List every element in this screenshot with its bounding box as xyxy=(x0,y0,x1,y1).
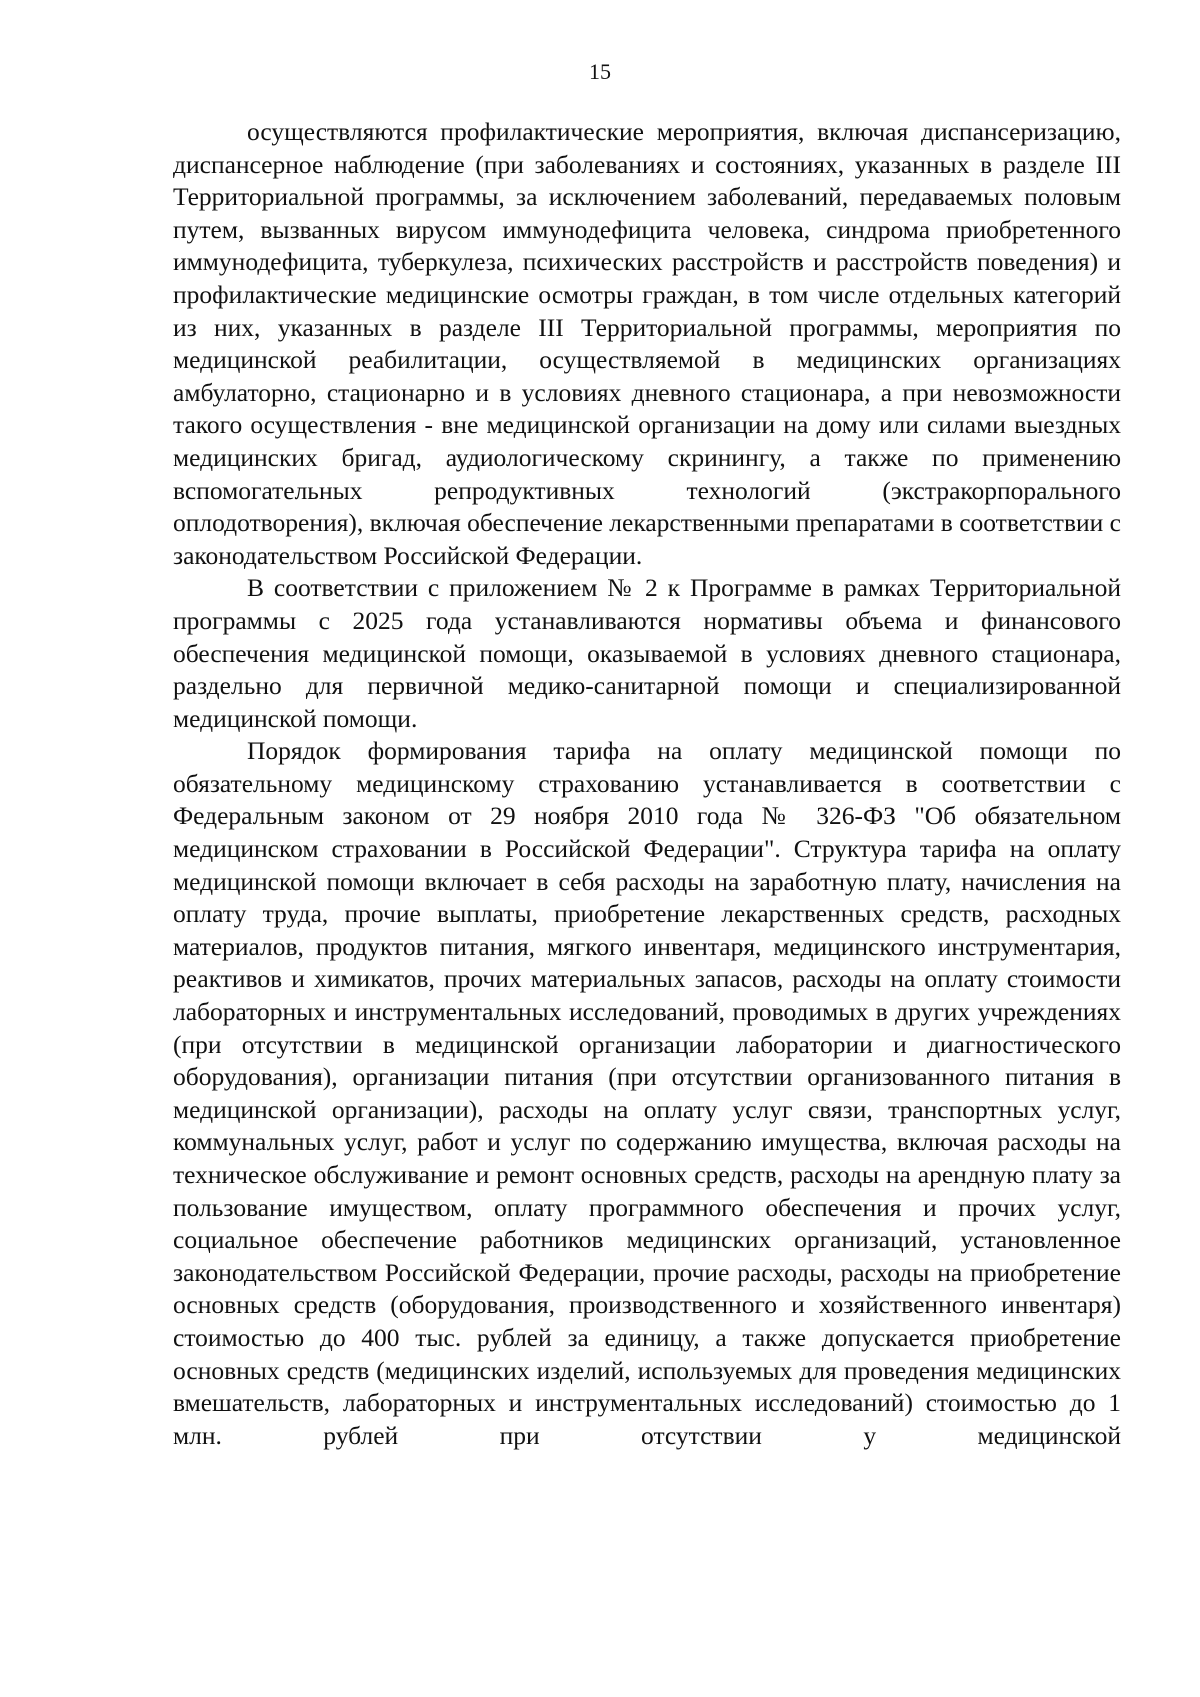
paragraph-tariff-structure: Порядок формирования тарифа на оплату медицинской помощи по обязательному медицинскому страхованию устанавливается в соответствии с Федеральным законом от 29 ноября 2010 года № 326-ФЗ "Об обязательном медицинском страховании в Российской Федерации". Структура тарифа на оплату медицинской помощи включает в себя расходы на заработную плату, начисления на оплату труда, прочие выплаты, приобретение лекарственных средств, расходных материалов, продуктов питания, мягкого инвентаря, медицинского инструментария, реактивов и химикатов, прочих материальных запасов, расходы на оплату стоимости лабораторных и инструментальных исследований, проводимых в других учреждениях (при отсутствии в медицинской организации лаборатории и диагностического оборудования), организации питания (при отсутствии организованного питания в медицинской организации), расходы на оплату услуг связи, транспортных услуг, коммунальных услуг, работ и услуг по содержанию имущества, включая расходы на техническое обслуживание и ремонт основных средств, расходы на арендную плату за пользование имуществом, оплату программного обеспечения и прочих услуг, социальное обеспечение работников медицинских организаций, установленное законодательством Российской Федерации, прочие расходы, расходы на приобретение основных средств (оборудования, производственного и хозяйственного инвентаря) стоимостью до 400 тыс. рублей за единицу, а также допускается приобретение основных средств (медицинских изделий, используемых для проведения медицинских вмешательств, лабораторных и инструментальных исследований) стоимостью до 1 млн. рублей при отсутствии у медицинской xyxy=(173,736,1121,1450)
document-body xyxy=(173,116,1121,1452)
page-number: 15 xyxy=(589,59,611,84)
paragraph-dnevnoy-statsionar: В соответствии с приложением № 2 к Программе в рамках Территориальной программы с 2025 года устанавливаются нормативы объема и финансового обеспечения медицинской помощи, оказываемой в условиях дневного стационара, раздельно для первичной медико-санитарной помощи и специализированной медицинской помощи. xyxy=(173,573,1121,733)
paragraph-continuation: осуществляются профилактические мероприятия, включая диспансеризацию, диспансерное наблюдение (при заболеваниях и состояниях, указанных в разделе III Территориальной программы, за исключением заболеваний, передаваемых половым путем, вызванных вирусом иммунодефицита человека, синдрома приобретенного иммунодефицита, туберкулеза, психических расстройств и расстройств поведения) и профилактические медицинские осмотры граждан, в том числе отдельных категорий из них, указанных в разделе III Территориальной программы, мероприятия по медицинской реабилитации, осуществляемой в медицинских организациях амбулаторно, стационарно и в условиях дневного стационара, а при невозможности такого осуществления - вне медицинской организации на дому или силами выездных медицинских бригад, аудиологическому скринингу, а также по применению вспомогательных репродуктивных технологий (экстракорпорального оплодотворения), включая обеспечение лекарственными препаратами в соответствии с законодательством Российской Федерации. xyxy=(173,117,1121,570)
